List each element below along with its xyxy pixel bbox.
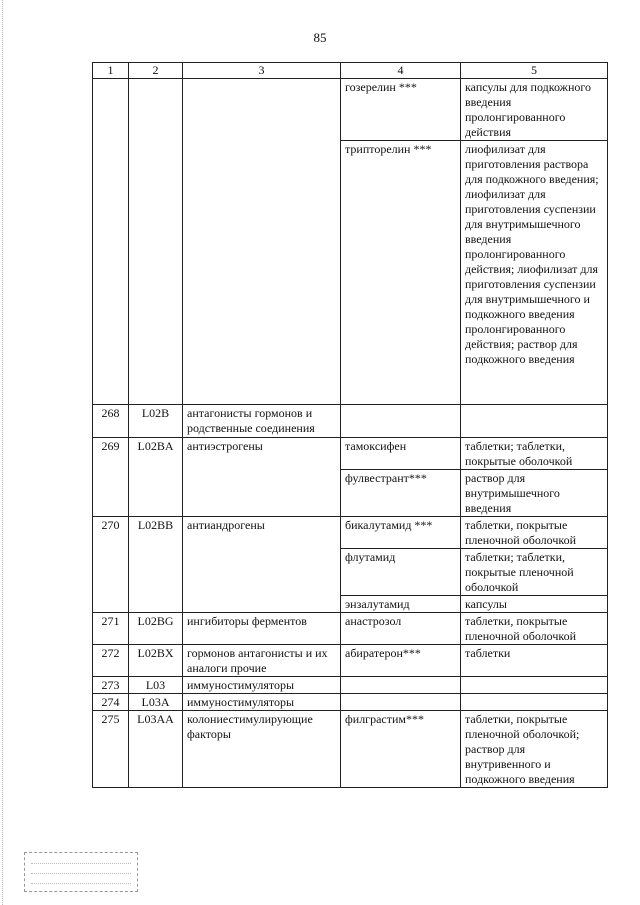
dosage-form: капсулы: [461, 596, 608, 613]
drug-name: абиратерон***: [341, 645, 461, 677]
row-number: 272: [93, 645, 129, 677]
dosage-form: [461, 677, 608, 694]
col-header-3: 3: [183, 63, 341, 79]
drug-name: фулвестрант***: [341, 470, 461, 517]
row-number: 273: [93, 677, 129, 694]
drug-name: [341, 405, 461, 438]
pharm-group: антиэстрогены: [183, 438, 341, 517]
dosage-form: таблетки; таблетки, покрытые оболочкой: [461, 438, 608, 470]
page-number: 85: [313, 30, 327, 45]
dosage-form: лиофилизат для приготовления раствора для подкожного введения; лиофилизат для приготовления суспензии для внутримышечного введения пролонгированного действия; лиофилизат для приготовления суспензии для внутримышечного и подкожного введения пролонгированного действия; раствор для подкожного введения: [461, 141, 608, 405]
drug-name: трипторелин ***: [341, 141, 461, 405]
dosage-form: таблетки, покрытые пленочной оболочкой: [461, 613, 608, 645]
table-row: [93, 517, 608, 549]
drug-name: филграстим***: [341, 711, 461, 788]
dosage-form: таблетки; таблетки, покрытые пленочной оболочкой: [461, 549, 608, 596]
header-row: [93, 63, 608, 79]
stamp-line: [31, 873, 131, 874]
table-row: [93, 711, 608, 788]
table-row: [93, 438, 608, 470]
row-number: 268: [93, 405, 129, 438]
stamp-line: [31, 863, 131, 864]
row-number: 269: [93, 438, 129, 517]
atc-code: L02BG: [129, 613, 183, 645]
row-number: [93, 79, 129, 405]
dosage-form: таблетки: [461, 645, 608, 677]
dosage-form: раствор для внутримышечного введения: [461, 470, 608, 517]
page-edge-scan-artifact: [2, 0, 5, 905]
atc-code: L03AA: [129, 711, 183, 788]
stamp-line: [31, 883, 131, 884]
table-row: [93, 405, 608, 438]
drug-name: бикалутамид ***: [341, 517, 461, 549]
pharm-group: антагонисты гормонов и родственные соединения: [183, 405, 341, 438]
registration-stamp: [24, 852, 138, 892]
col-header-1: 1: [93, 63, 129, 79]
drug-name: гозерелин ***: [341, 79, 461, 141]
table-row: [93, 694, 608, 711]
row-number: 271: [93, 613, 129, 645]
drug-name: [341, 677, 461, 694]
atc-code: L02BB: [129, 517, 183, 613]
atc-code: [129, 79, 183, 405]
table-row: [93, 79, 608, 141]
drug-table: [92, 62, 608, 788]
dosage-form: таблетки, покрытые пленочной оболочкой: [461, 517, 608, 549]
table-row: [93, 677, 608, 694]
drug-name: анастрозол: [341, 613, 461, 645]
row-number: 275: [93, 711, 129, 788]
pharm-group: ингибиторы ферментов: [183, 613, 341, 645]
pharm-group: антиандрогены: [183, 517, 341, 613]
dosage-form: капсулы для подкожного введения пролонгированного действия: [461, 79, 608, 141]
pharm-group: гормонов антагонисты и их аналоги прочие: [183, 645, 341, 677]
pharm-group: [183, 79, 341, 405]
col-header-2: 2: [129, 63, 183, 79]
pharm-group: иммуностимуляторы: [183, 677, 341, 694]
drug-name: флутамид: [341, 549, 461, 596]
atc-code: L03A: [129, 694, 183, 711]
drug-name: [341, 694, 461, 711]
drug-name: энзалутамид: [341, 596, 461, 613]
dosage-form: [461, 405, 608, 438]
dosage-form: [461, 694, 608, 711]
row-number: 274: [93, 694, 129, 711]
dosage-form: таблетки, покрытые пленочной оболочкой; раствор для внутривенного и подкожного введения: [461, 711, 608, 788]
col-header-4: 4: [341, 63, 461, 79]
table-row: [93, 645, 608, 677]
atc-code: L02BX: [129, 645, 183, 677]
pharm-group: колониестимулирующие факторы: [183, 711, 341, 788]
table-row: [93, 613, 608, 645]
atc-code: L02BA: [129, 438, 183, 517]
atc-code: L03: [129, 677, 183, 694]
pharm-group: иммуностимуляторы: [183, 694, 341, 711]
atc-code: L02B: [129, 405, 183, 438]
row-number: 270: [93, 517, 129, 613]
col-header-5: 5: [461, 63, 608, 79]
drug-name: тамоксифен: [341, 438, 461, 470]
